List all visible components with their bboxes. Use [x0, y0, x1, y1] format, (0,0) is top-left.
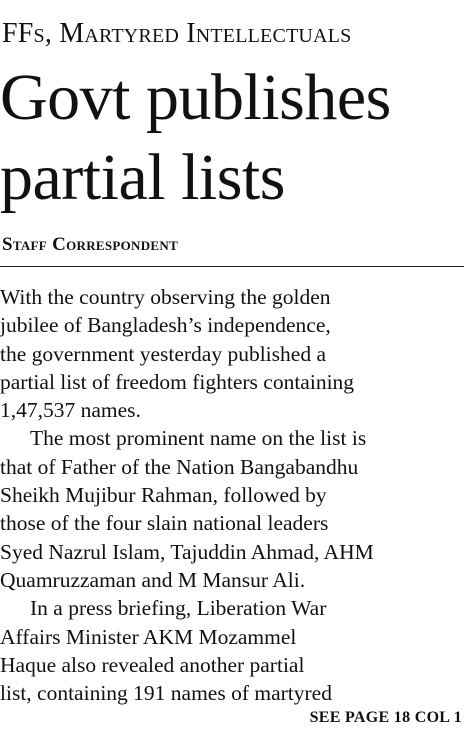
- headline-line: Govt publishes: [0, 61, 391, 134]
- byline: Staff Correspondent: [2, 234, 179, 255]
- divider-rule: [0, 266, 464, 267]
- body-line: that of Father of the Nation Bangabandhu: [0, 454, 359, 479]
- kicker: FFs, Martyred Intellectuals: [2, 18, 352, 49]
- article-body: [0, 283, 464, 707]
- headline: [0, 58, 464, 218]
- body-line: Sheikh Mujibur Rahman, followed by: [0, 483, 327, 508]
- body-line: In a press briefing, Liberation War: [30, 596, 327, 621]
- body-line: jubilee of Bangladesh’s independence,: [0, 313, 331, 338]
- body-line: those of the four slain national leaders: [0, 511, 329, 536]
- headline-line: partial lists: [0, 141, 285, 214]
- body-line: Haque also revealed another partial: [0, 652, 305, 677]
- body-line: The most prominent name on the list is: [30, 426, 367, 451]
- body-line: 1,47,537 names.: [0, 398, 141, 423]
- body-line: Syed Nazrul Islam, Tajuddin Ahmad, AHM: [0, 539, 374, 564]
- body-line: list, containing 191 names of martyred: [0, 681, 332, 706]
- body-line: Affairs Minister AKM Mozammel: [0, 624, 297, 649]
- body-line: Quamruzzaman and M Mansur Ali.: [0, 567, 306, 592]
- body-line: partial list of freedom fighters containing: [0, 369, 355, 394]
- continued-on-page: SEE PAGE 18 COL 1: [309, 709, 462, 726]
- body-line: the government yesterday published a: [0, 341, 326, 366]
- body-line: With the country observing the golden: [0, 285, 331, 309]
